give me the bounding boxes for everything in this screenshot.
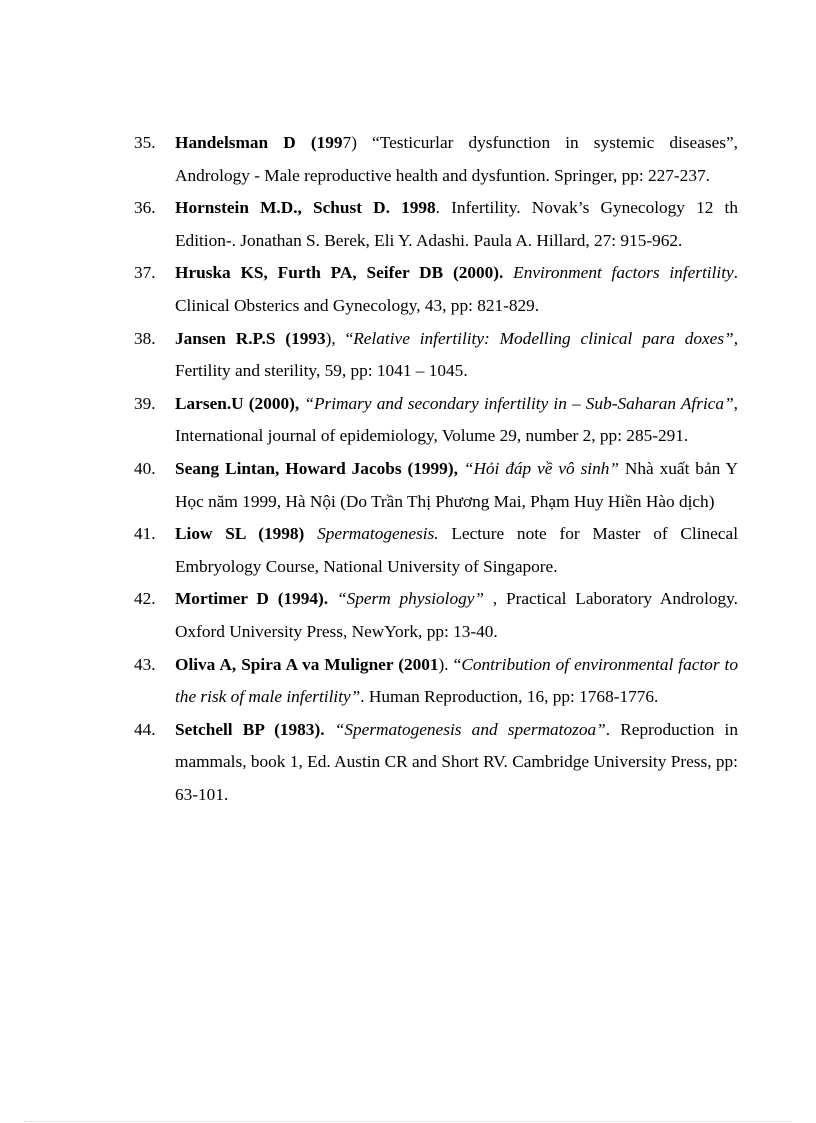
reference-authors: Larsen.U (2000), [175,393,300,413]
reference-title: “Sperm physiology” [336,589,485,609]
reference-text: , Practical Laboratory Andrology. Oxford University Press, NewYork, pp: 13-40. [175,589,738,641]
reference-text: 7) “Testicurlar dysfunction in systemic diseases”, Andrology - Male reproductive health and dysfuntion. Springer, pp: 227-237. [175,133,738,185]
page-bottom-divider [24,1121,792,1122]
reference-item [134,192,738,257]
reference-title: “Hỏi đáp về vô sinh” [463,458,620,478]
reference-authors: Setchell BP (1983). [175,719,325,739]
reference-text: . Reproduction in mammals, book 1, Ed. Austin CR and Short RV. Cambridge University Press, pp: 63-101. [175,719,738,804]
reference-number: 42. [134,589,156,609]
reference-number: 39. [134,393,156,413]
reference-title: Contribution of environmental factor to the risk of male infertility” [175,654,738,707]
reference-number: 38. [134,328,156,348]
reference-text: . Clinical Obsterics and Gynecology, 43, pp: 821-829. [175,263,738,315]
reference-item [134,649,738,714]
reference-number: 36. [134,198,156,218]
reference-text [328,589,337,608]
reference-text: ). “ [438,654,462,674]
reference-text: . Human Reproduction, 16, pp: 1768-1776. [360,687,659,707]
reference-item [134,257,738,322]
reference-text: ), “ [325,328,354,348]
reference-authors: Oliva A, Spira A va Muligner (2001 [175,654,439,674]
reference-item [134,518,738,583]
reference-number: 37. [134,263,156,283]
reference-item [134,127,738,192]
reference-title: “Primary and secondary infertility in – Sub-Saharan Africa”, [304,393,738,413]
reference-item [134,453,738,518]
reference-number: 40. [134,458,156,478]
reference-item [134,323,738,388]
reference-item [134,714,738,812]
reference-number: 35. [134,133,156,152]
reference-authors: Liow SL (1998) [175,524,305,544]
reference-authors: Hornstein M.D., Schust D. 1998 [175,198,436,218]
reference-text: . Infertility. Novak’s Gynecology 12 th Edition-. Jonathan S. Berek, Eli Y. Adashi. Paula A. Hillard, 27: 915-962. [175,198,738,250]
reference-title: Environment factors infertility [513,263,734,283]
reference-authors: Hruska KS, Furth PA, Seifer DB (2000). [175,263,504,283]
reference-text [503,263,513,282]
reference-text: Nhà xuất bản Y Học năm 1999, Hà Nội (Do Trần Thị Phương Mai, Phạm Huy Hiền Hào dịch) [175,458,739,511]
reference-number: 44. [134,719,156,739]
reference-text: Lecture note for Master of Clinecal Embryology Course, National University of Singapore. [175,524,738,576]
reference-authors: Jansen R.P.S (1993 [175,328,326,348]
reference-title: Relative infertility: Modelling clinical para doxes” [353,328,734,348]
reference-text: International journal of epidemiology, Volume 29, number 2, pp: 285-291. [175,426,689,446]
reference-text [304,524,317,543]
reference-authors: Handelsman D (199 [175,133,343,152]
reference-number: 41. [134,524,156,544]
reference-title: “Spermatogenesis and spermatozoa” [334,719,606,739]
reference-title: Spermatogenesis. [317,524,439,544]
reference-text: , Fertility and sterility, 59, pp: 1041 – 1045. [175,328,739,381]
reference-authors: Mortimer D (1994). [175,589,329,609]
reference-item [134,583,738,648]
reference-list [134,127,738,811]
reference-item [134,388,738,453]
reference-number: 43. [134,654,156,674]
reference-authors: Seang Lintan, Howard Jacobs (1999), [175,458,458,478]
reference-text [325,720,335,739]
